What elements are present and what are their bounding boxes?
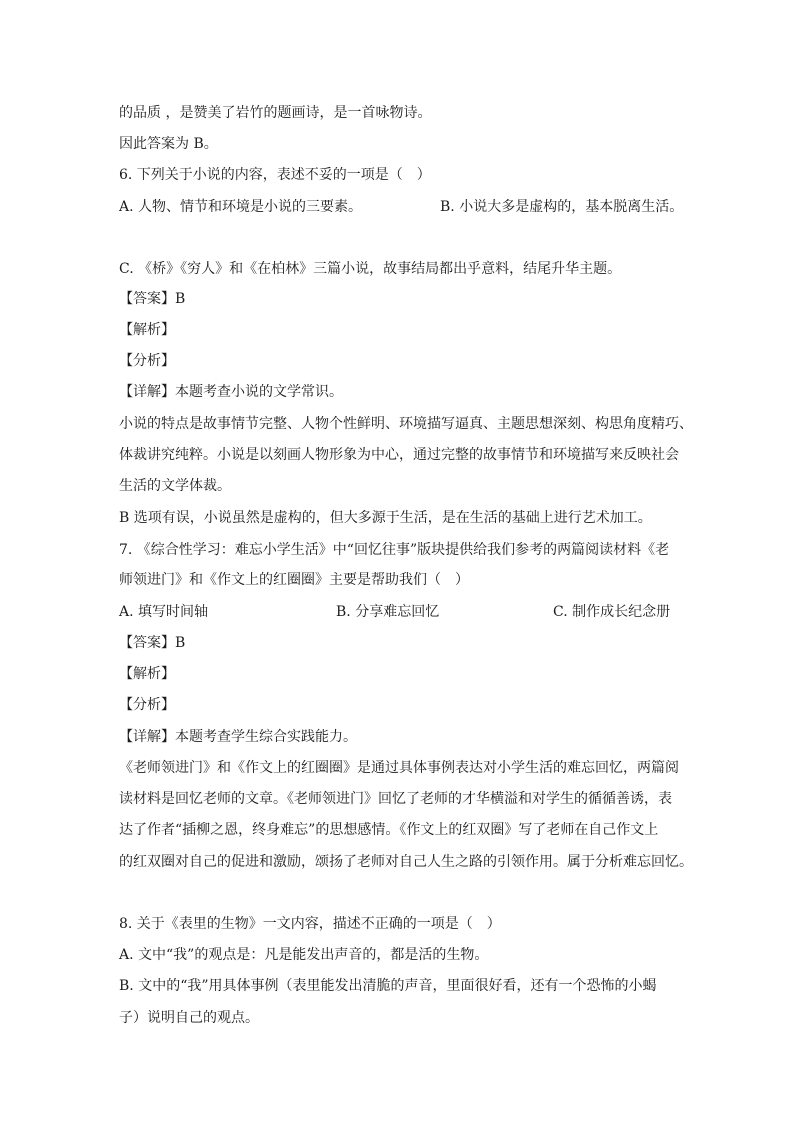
paragraph-line: 《老师领进门》和《作文上的红圈圈》是通过具体事例表达对小学生活的难忘回忆，两篇阅 bbox=[119, 760, 679, 776]
paragraph-line: 小说的特点是故事情节完整、人物个性鲜明、环境描写逼真、主题思想深刻、构思角度精巧、 bbox=[119, 416, 693, 432]
paragraph-line: 达了作者“插柳之恩，终身难忘”的思想感情。《作文上的红双圈》写了老师在自己作文上 bbox=[119, 822, 659, 838]
analysis-label: 【解析】 bbox=[119, 666, 175, 682]
answer-label: 【答案】B bbox=[119, 635, 186, 651]
question-8-option-a: A. 文中“我”的观点是：凡是能发出声音的，都是活的生物。 bbox=[119, 947, 489, 963]
paragraph-line: 的红双圈对自己的促进和激励，颂扬了老师对自己人生之路的引领作用。属于分析难忘回忆。 bbox=[119, 854, 693, 870]
question-8-stem: 8. 关于《表里的生物》一文内容，描述不正确的一项是（ ） bbox=[119, 916, 501, 932]
text-line: 的品质 ，是赞美了岩竹的题画诗，是一首咏物诗。 bbox=[119, 105, 432, 121]
question-6-option-c: C. 《桥》《穷人》和《在柏林》三篇小说，故事结局都出乎意料，结尾升华主题。 bbox=[119, 261, 622, 277]
paragraph-line: 体裁讲究纯粹。小说是以刻画人物形象为中心，通过完整的故事情节和环境描写来反映社会 bbox=[119, 447, 679, 463]
text-line: 因此答案为 B。 bbox=[119, 136, 218, 152]
question-7-option-b: B. 分享难忘回忆 bbox=[336, 604, 440, 620]
detail-label: 【详解】本题考查小说的文学常识。 bbox=[119, 384, 343, 400]
question-7-option-c: C. 制作成长纪念册 bbox=[553, 604, 671, 620]
analysis-section-label: 【分析】 bbox=[119, 353, 175, 369]
answer-label: 【答案】B bbox=[119, 291, 186, 307]
question-8-option-b: 子）说明自己的观点。 bbox=[119, 1010, 259, 1026]
analysis-label: 【解析】 bbox=[119, 322, 175, 338]
paragraph-line: 生活的文学体裁。 bbox=[119, 478, 231, 494]
paragraph-line: 读材料是回忆老师的文章。《老师领进门》回忆了老师的才华横溢和对学生的循循善诱，表 bbox=[119, 791, 672, 807]
detail-label: 【详解】本题考查学生综合实践能力。 bbox=[119, 729, 357, 745]
question-6-stem: 6. 下列关于小说的内容，表述不妥的一项是（ ） bbox=[119, 167, 431, 183]
question-7-stem: 7. 《综合性学习：难忘小学生活》中“回忆往事”版块提供给我们参考的两篇阅读材料《老 bbox=[119, 542, 670, 558]
analysis-section-label: 【分析】 bbox=[119, 697, 175, 713]
question-7-option-a: A. 填写时间轴 bbox=[119, 604, 209, 620]
question-8-option-b: B. 文中的“我”用具体事例（表里能发出清脆的声音，里面很好看，还有一个恐怖的小蝎 bbox=[119, 978, 657, 994]
question-7-stem: 师领进门》和《作文上的红圈圈》主要是帮助我们（ ） bbox=[119, 572, 469, 588]
question-6-option-b: B. 小说大多是虚构的，基本脱离生活。 bbox=[440, 199, 684, 215]
question-6-option-a: A. 人物、情节和环境是小说的三要素。 bbox=[119, 199, 363, 215]
paragraph-line: B 选项有误，小说虽然是虚构的，但大多源于生活，是在生活的基础上进行艺术加工。 bbox=[119, 510, 652, 526]
